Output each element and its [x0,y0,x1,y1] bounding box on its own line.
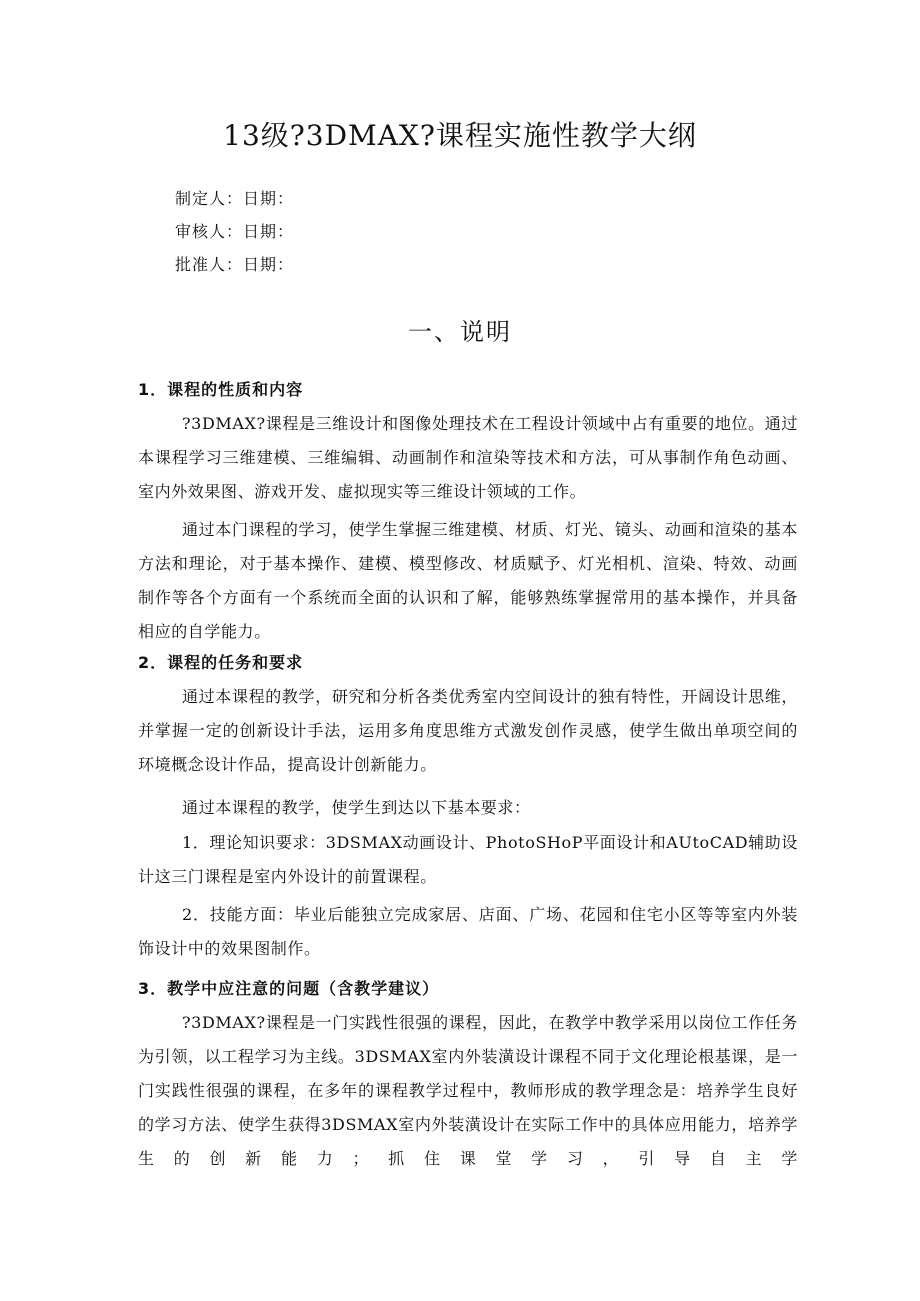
paragraph-requirements-intro: 通过本课程的教学，使学生到达以下基本要求： [182,798,531,817]
paragraph-course-goals: 通过本门课程的学习，使学生掌握三维建模、材质、灯光、镜头、动画和渲染的基本方法和理论，对于基本操作、建模、模型修改、材质赋予、灯光相机、渲染、特效、动画制作等各个方面有一个系统而全面的认识和了解，能够熟练掌握常用的基本操作，并具备相应的自学能力。 [138,520,798,641]
signature-line-approver: 批准人：日期： [175,255,295,274]
paragraph-skill-requirements: 2．技能方面：毕业后能独立完成家居、店面、广场、花园和住宅小区等等室内外装饰设计中的效果图制作。 [138,905,798,958]
paragraph-teaching-notes: ?3DMAX?课程是一门实践性很强的课程，因此，在教学中教学采用以岗位工作任务为引领，以工程学习为主线。3DSMAX室内外装潢设计课程不同于文化理论根基课，是一门实践性很强的课程，在多年的课程教学过程中，教师形成的教学理念是：培养学生良好的学习方法、使学生获得3DSMAX室内外装潢设计在实际工作中的具体应用能力，培养学生的创新能力；抓住课堂学习，引导自主学 [138,1013,798,1168]
paragraph-course-tasks: 通过本课程的教学，研究和分析各类优秀室内空间设计的独有特性，开阔设计思维，并掌握一定的创新设计手法，运用多角度思维方式激发创作灵感，使学生做出单项空间的环境概念设计作品，提高设计创新能力。 [138,687,798,774]
signature-line-reviewer: 审核人：日期： [175,222,295,241]
heading-course-nature: 1．课程的性质和内容 [138,380,304,399]
signature-line-author: 制定人：日期： [175,189,295,208]
paragraph-course-intro: ?3DMAX?课程是三维设计和图像处理技术在工程设计领域中占有重要的地位。通过本课程学习三维建模、三维编辑、动画制作和渲染等技术和方法，可从事制作角色动画、室内外效果图、游戏开发、虚拟现实等三维设计领域的工作。 [138,414,798,501]
heading-teaching-notes: 3．教学中应注意的问题（含教学建议） [138,979,440,998]
section-title: 一、说明 [408,318,512,346]
document-title: 13级?3DMAX?课程实施性教学大纲 [223,119,697,152]
paragraph-theory-requirements: 1．理论知识要求：3DSMAX动画设计、PhotoSHoP平面设计和AUtoCAD辅助设计这三门课程是室内外设计的前置课程。 [138,833,798,886]
heading-course-tasks: 2．课程的任务和要求 [138,653,304,672]
